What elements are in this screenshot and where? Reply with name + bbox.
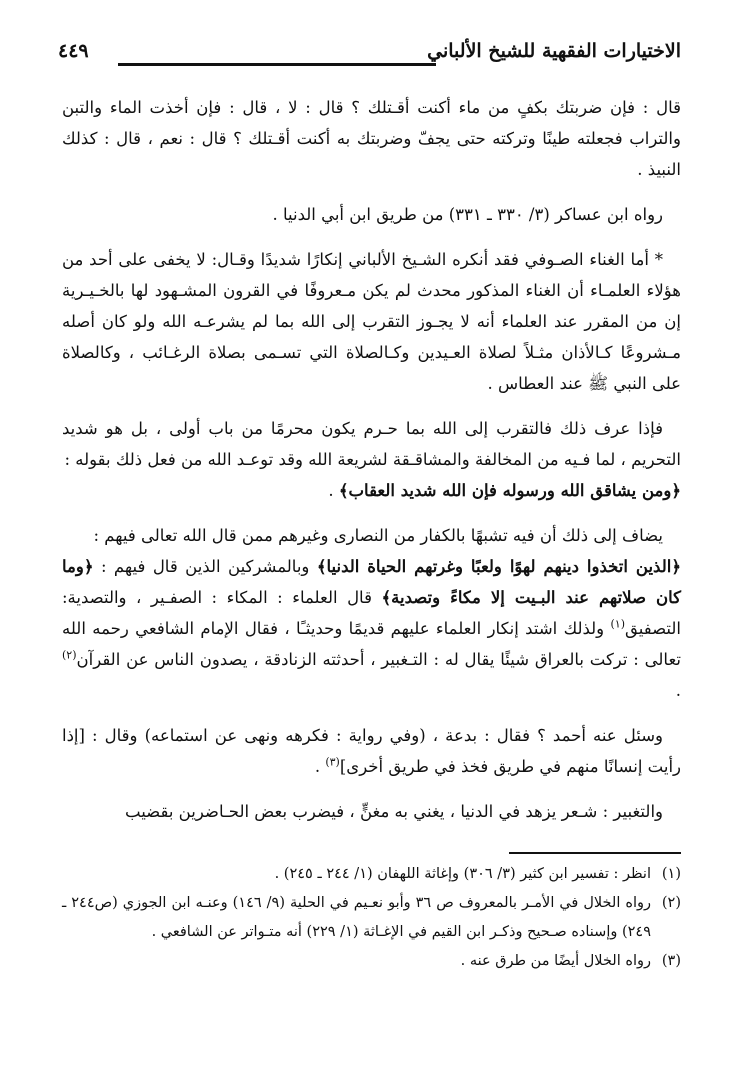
- header-rule: [118, 63, 436, 66]
- paragraph-text: فإذا عرف ذلك فالتقرب إلى الله بما حـرم يكون محرمًا من باب أولى ، بل هو شديد التحريم ، لما فـيه من المخالفة والمشاقـقة لشريعة الله وقد توعـد الله من فعل ذلك بقوله :: [62, 419, 681, 469]
- paragraph: [62, 720, 681, 782]
- paragraph: قال : فإن ضربتك بكفٍ من ماء أكنت أقـتلك ؟ قال : لا ، قال : فإن أخذت الماء والتبن والتراب فجعلته طينًا وتركته حتى يجفّ وضربتك به أكنت أقـتلك ؟ قال : نعم ، قال : كذلك النبيذ .: [62, 98, 681, 179]
- footnote: [62, 889, 681, 947]
- paragraph: رواه ابن عساكر (٣/ ٣٣٠ ـ ٣٣١) من طريق ابن أبي الدنيا .: [272, 205, 663, 224]
- paragraph-text: ولذلك اشتد إنكار العلماء عليهم قديمًا وحديثـًا ، فقال الإمام الشافعي رحمه الله تعالى : تركت بالعراق شيئًا يقال له : التـغبير ، أحدثته الزنادقة ، يصدون الناس عن القرآن: [62, 619, 681, 669]
- page-header: [58, 38, 681, 78]
- paragraph: والتغبير : شـعر يزهد في الدنيا ، يغني به مغنٍّ ، فيضرب بعض الحـاضرين بقضيب: [125, 802, 663, 821]
- main-text: [62, 92, 681, 841]
- footnote-text: رواه الخلال أيضًا من طرق عنه .: [460, 953, 651, 969]
- footnote-ref[interactable]: (٣): [325, 755, 340, 769]
- paragraph: * أما الغناء الصـوفي فقد أنكره الشـيخ الألباني إنكارًا شديدًا وقـال: لا يخفى على أحد من هؤلاء العلمـاء أن الغناء المذكور محدث لم يكن مـعروفًا في القرون المشـهود لها بالخـيـرية إن من المقرر عند العلماء أنه لا يجـوز التقرب إلى الله بما لم يشرعـه الله ولو كان أصله مـشروعًا كـالأذان مثـلاً لصلاة العـيدين وكـالصلاة التي تسـمى بصلاة الرغـائب ، وكالصلاة على النبي ﷺ عند العطاس .: [62, 250, 681, 393]
- footnote-number: (٢): [661, 895, 681, 911]
- footnote: [62, 860, 681, 889]
- paragraph-text: يضاف إلى ذلك أن فيه تشبهًا بالكفار من النصارى وغيرهم ممن قال الله تعالى فيهم :: [93, 526, 663, 545]
- punctuation: .: [328, 481, 339, 500]
- paragraph-text: وبالمشركين الذين قال فيهم :: [93, 557, 317, 576]
- page-number: ٤٤٩: [58, 40, 89, 62]
- paragraph-text: قال العلماء : المكاء : الصفـير ، والتصدية: التصفيق: [62, 588, 681, 638]
- paragraph: [62, 520, 681, 706]
- quran-quote: ﴿ومن يشاقق الله ورسوله فإن الله شديد العقاب﴾: [338, 481, 681, 500]
- punctuation: .: [675, 681, 681, 700]
- footnote-ref[interactable]: (١): [610, 617, 625, 631]
- running-title: الاختيارات الفقهية للشيخ الألباني: [427, 40, 681, 62]
- footnotes: [62, 860, 681, 976]
- footnote-text: رواه الخلال في الأمـر بالمعروف ص ٣٦ وأبو نعـيم في الحلية (٩/ ١٤٦) وعنـه ابن الجوزي (ص٢٤٤ ـ ٢٤٩) وإسناده صـحيح وذكـر ابن القيم في الإغـاثة (١/ ٢٢٩) أنه متـواتر عن الشافعي .: [62, 895, 651, 940]
- paragraph: [62, 413, 681, 506]
- punctuation: .: [314, 757, 326, 776]
- quran-quote: ﴿الذين اتخذوا دينهم لهوًا ولعبًا وغرتهم الحياة الدنيا﴾: [316, 557, 681, 576]
- paragraph-text: وسئل عنه أحمد ؟ فقال : بدعة ، (وفي رواية : فكرهه ونهى عن استماعه) وقال : [إذا رأيت إنسانًا منهم في طريق فخذ في طريق أخرى]: [62, 726, 681, 776]
- footnote-divider: [509, 852, 681, 854]
- footnote-ref[interactable]: (٢): [62, 648, 77, 662]
- footnote-number: (٣): [661, 953, 681, 969]
- footnote-text: انظر : تفسير ابن كثير (٣/ ٣٠٦) وإغاثة اللهفان (١/ ٢٤٤ ـ ٢٤٥) .: [274, 866, 651, 882]
- footnote-number: (١): [661, 866, 681, 882]
- quran-quote: ﴿وما كان صلاتهم عند البـيت إلا مكاءً وتصدية﴾: [62, 557, 681, 607]
- footnote: [62, 947, 681, 976]
